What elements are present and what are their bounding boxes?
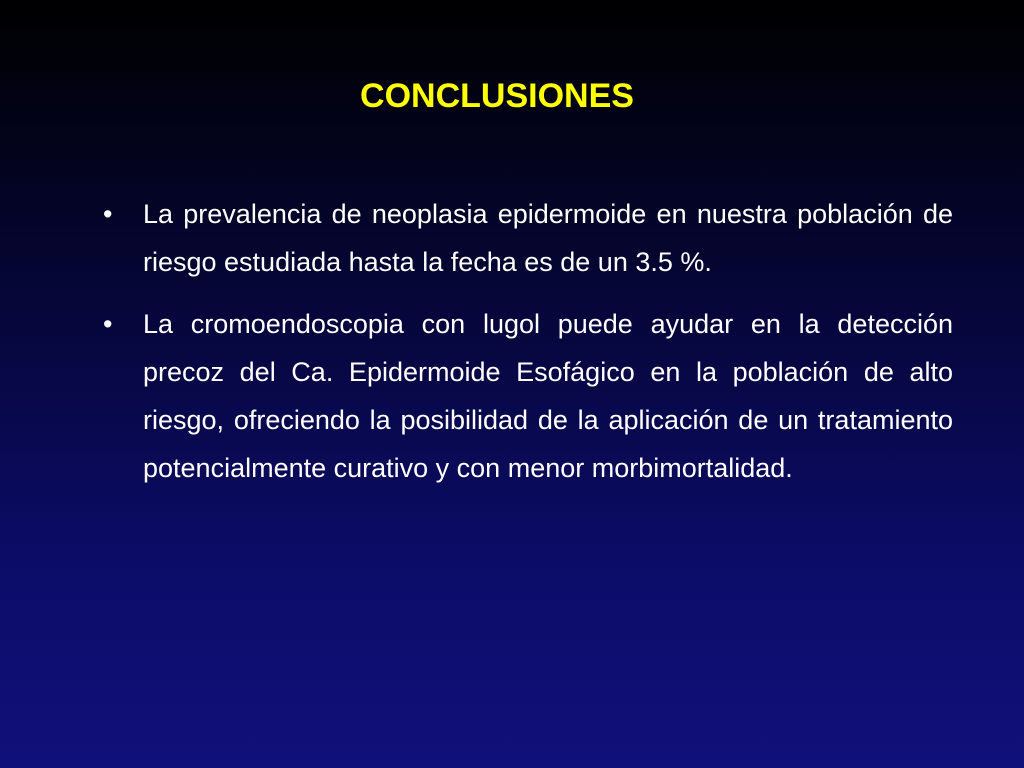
slide-title: CONCLUSIONES (360, 77, 634, 115)
bullet-item (103, 190, 953, 286)
bullet-text: La cromoendoscopia con lugol puede ayudar en la detección precoz del Ca. Epidermoide Esofágico en la población de alto riesgo, ofreciendo la posibilidad de la aplicación de un tratamiento potencialmente curativo y con menor morbimortalidad. (143, 309, 953, 483)
bullet-list (103, 190, 953, 506)
bullet-item (103, 300, 953, 492)
bullet-icon: • (103, 199, 113, 229)
bullet-icon: • (103, 309, 113, 339)
bullet-text: La prevalencia de neoplasia epidermoide en nuestra población de riesgo estudiada hasta la fecha es de un 3.5 %. (143, 199, 953, 277)
